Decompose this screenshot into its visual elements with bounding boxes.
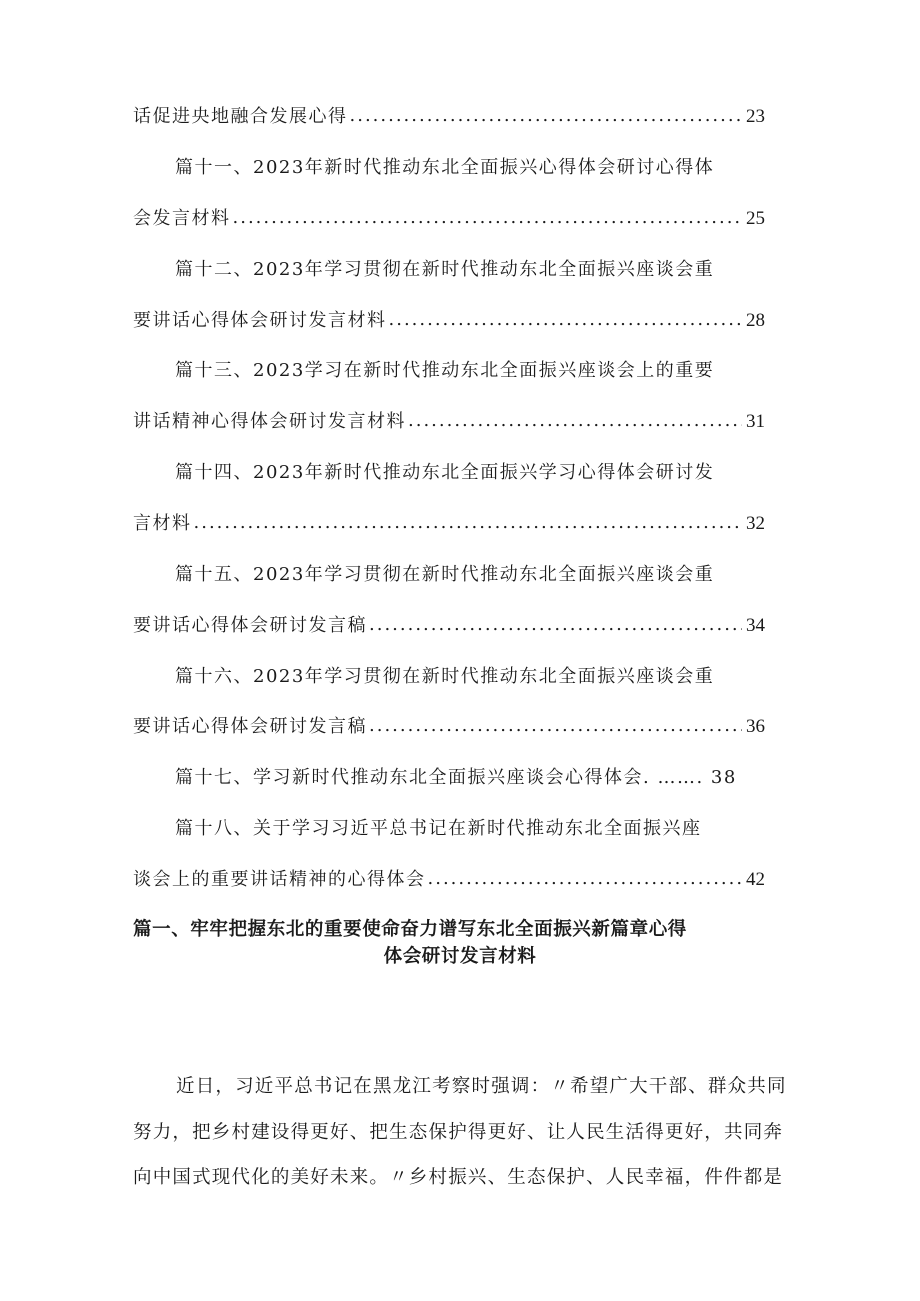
toc-entry-title: 言材料 — [133, 513, 192, 534]
toc-entry-title: 会发言材料 — [133, 208, 231, 229]
toc-entry-title: 要讲话心得体会研讨发言稿 — [133, 615, 367, 636]
paragraph-line: 向中国式现代化的美好未来。〃乡村振兴、生态保护、人民幸福，件件都是 — [133, 1167, 784, 1188]
toc-entry-line — [133, 407, 765, 437]
toc-entry-line — [133, 102, 765, 132]
toc-entry-title-line: 篇十一、2023年新时代推动东北全面振兴心得体会研讨心得体 — [175, 157, 715, 178]
toc-entry-title: 要讲话心得体会研讨发言材料 — [133, 310, 387, 331]
toc-leader-dots — [389, 305, 743, 335]
toc-entry-title-line: 篇十八、关于学习习近平总书记在新时代推动东北全面振兴座 — [175, 818, 702, 839]
toc-page-number: 25 — [746, 208, 765, 229]
toc-leader-dots — [194, 508, 743, 538]
toc-leader-dots — [350, 101, 743, 131]
section-heading-continued: 体会研讨发言材料 — [383, 946, 537, 967]
paragraph-line: 努力，把乡村建设得更好、把生态保护得更好、让人民生活得更好，共同奔 — [133, 1122, 784, 1143]
toc-page-number: 36 — [746, 716, 765, 737]
toc-entry-title-line: 篇十四、2023年新时代推动东北全面振兴学习心得体会研讨发 — [175, 462, 715, 483]
toc-page-number: 23 — [746, 106, 765, 127]
toc-page-number: 34 — [746, 615, 765, 636]
toc-page-number: 28 — [746, 310, 765, 331]
toc-entry-line — [133, 204, 765, 234]
toc-page-number: 32 — [746, 513, 765, 534]
paragraph-line: 近日，习近平总书记在黑龙江考察时强调：〃希望广大干部、群众共同 — [176, 1076, 787, 1097]
toc-entry-line — [133, 865, 765, 895]
toc-entry-title-line: 篇十二、2023年学习贯彻在新时代推动东北全面振兴座谈会重 — [175, 259, 715, 280]
toc-entry-line — [133, 306, 765, 336]
toc-entry-title-line: 篇十六、2023年学习贯彻在新时代推动东北全面振兴座谈会重 — [175, 666, 715, 687]
toc-page-number: 31 — [746, 411, 765, 432]
toc-entry-title: 讲话精神心得体会研讨发言材料 — [133, 411, 406, 432]
toc-leader-dots — [408, 406, 742, 436]
toc-entry-title: 要讲话心得体会研讨发言稿 — [133, 716, 367, 737]
toc-entry-line — [133, 712, 765, 742]
toc-leader-dots — [233, 203, 743, 233]
toc-entry-title: 谈会上的重要讲话精神的心得体会 — [133, 869, 426, 890]
toc-entry-title: 话促进央地融合发展心得 — [133, 106, 348, 127]
toc-leader-dots — [369, 711, 742, 741]
toc-entry-line — [133, 509, 765, 539]
toc-entry-title-line: 篇十三、2023学习在新时代推动东北全面振兴座谈会上的重要 — [175, 360, 715, 381]
toc-page-number: 42 — [746, 869, 765, 890]
section-heading: 篇一、牢牢把握东北的重要使命奋力谱写东北全面振兴新篇章心得 — [133, 919, 687, 940]
toc-leader-dots — [428, 864, 743, 894]
toc-leader-dots — [369, 610, 742, 640]
toc-entry-title-line: 篇十五、2023年学习贯彻在新时代推动东北全面振兴座谈会重 — [175, 564, 715, 585]
toc-entry-title-line: 篇十七、学习新时代推动东北全面振兴座谈会心得体会. ……. 38 — [175, 767, 737, 788]
toc-entry-line — [133, 611, 765, 641]
